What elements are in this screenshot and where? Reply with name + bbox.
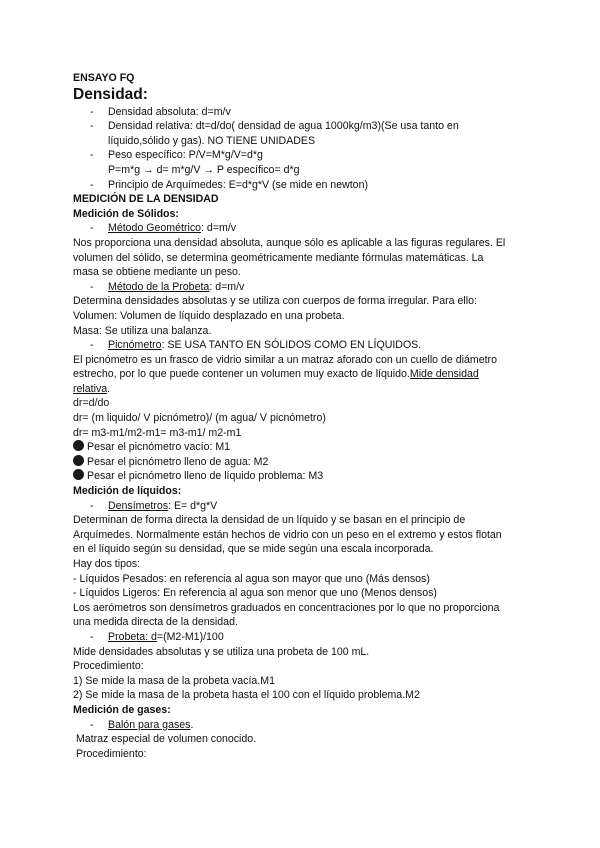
paragraph-line: Volumen: Volumen de líquido desplazado en una probeta.	[73, 309, 345, 322]
list-item-continuation: líquido,sólido y gas). NO TIENE UNIDADES	[108, 134, 316, 147]
bullet-step	[73, 469, 533, 484]
paragraph-line: Determina densidades absolutas y se utiliza con cuerpos de forma irregular. Para ello:	[73, 295, 477, 308]
paragraph-line	[73, 382, 533, 397]
paragraph-line: Nos proporciona una densidad absoluta, aunque sólo es aplicable a las figuras regulares. El	[73, 236, 506, 249]
bullet-dot-icon	[73, 469, 84, 480]
metodo-probeta-formula: : d=m/v	[209, 280, 245, 293]
paragraph-line: Procedimiento:	[73, 747, 147, 760]
balon-period: .	[190, 718, 194, 731]
paragraph-line: Masa: Se utiliza una balanza.	[73, 324, 212, 337]
paragraph-line: 1) Se mide la masa de la probeta vacía.M1	[73, 674, 275, 687]
bullet-step	[73, 455, 533, 470]
paragraph-line: masa se obtiene mediante un peso.	[73, 266, 241, 279]
list-item: - Densidad relativa: dt=d/do( densidad de agua 1000kg/m3)(Se usa tanto en	[73, 119, 533, 134]
list-item-balon	[73, 718, 533, 733]
paragraph-line: Arquímedes. Normalmente están hechos de vidrio con un peso en el extremo y estos flotan	[73, 528, 502, 541]
metodo-geometrico-label: Método Geométrico	[108, 222, 202, 235]
paragraph-line: Matraz especial de volumen conocido.	[73, 733, 257, 746]
list-item: - Peso específico: P/V=M*g/V=d*g	[73, 148, 533, 163]
paragraph-line: Determinan de forma directa la densidad de un líquido y se basan en el principio de	[73, 514, 466, 527]
document-header: ENSAYO FQ	[73, 72, 135, 84]
paragraph-line: una medida directa de la densidad.	[73, 616, 238, 629]
densimetros-formula: : E= d*g*V	[168, 499, 218, 512]
mide-densidad-link: Mide densidad	[409, 368, 479, 381]
subsection-title-liquidos: Medición de líquidos:	[73, 485, 182, 498]
paragraph-line: Los aerómetros son densímetros graduados en concentraciones por lo que no proporciona	[73, 601, 500, 614]
bullet-dot-icon	[73, 455, 84, 466]
paragraph-line	[73, 367, 533, 382]
balon-label: Balón para gases	[108, 718, 191, 731]
list-item: - Densidad absoluta: d=m/v	[73, 105, 533, 120]
step-text: Pesar el picnómetro lleno de agua: M2	[87, 455, 269, 468]
paragraph-line: - Líquidos Ligeros: En referencia al agua son menor que uno (Menos densos)	[73, 587, 437, 600]
list-item-picnometro	[73, 338, 533, 353]
list-item: - Principio de Arquímedes: E=d*g*V (se mide en newton)	[73, 178, 533, 193]
list-item-probeta	[73, 630, 533, 645]
relativa-link: relativa	[73, 382, 108, 395]
list-item-metodo-probeta	[73, 280, 533, 295]
list-item-densimetros	[73, 499, 533, 514]
step-text: Pesar el picnómetro lleno de líquido problema: M3	[87, 470, 324, 483]
formula-line: dr= (m liquido/ V picnómetro)/ (m agua/ V picnómetro)	[73, 412, 326, 425]
densimetros-label: Densímetros	[108, 499, 169, 512]
paragraph-line: Procedimiento:	[73, 660, 144, 673]
paragraph-line: 2) Se mide la masa de la probeta hasta el 100 con el líquido problema.M2	[73, 689, 420, 702]
list-item-metodo-geometrico	[73, 221, 533, 236]
metodo-probeta-label: Método de la Probeta	[108, 280, 210, 293]
probeta-label: Probeta: d	[108, 630, 157, 643]
section-title-medicion: MEDICIÓN DE LA DENSIDAD	[73, 193, 219, 206]
bullet-dot-icon	[73, 440, 84, 451]
section-title-densidad: Densidad:	[73, 85, 148, 103]
metodo-geometrico-formula: : d=m/v	[201, 222, 237, 235]
document-content	[73, 71, 533, 761]
paragraph-line: volumen del sólido, se determina geométricamente mediante fórmulas matemáticas. La	[73, 251, 484, 264]
list-item-continuation: P=m*g → d= m*g/V → P específico= d*g	[108, 163, 300, 176]
paragraph-line: Mide densidades absolutas y se utiliza una probeta de 100 mL.	[73, 645, 370, 658]
subsection-title-solidos: Medición de Sólidos:	[73, 207, 179, 220]
picnometro-label: Picnómetro	[108, 339, 162, 352]
paragraph-line: El picnómetro es un frasco de vidrio similar a un matraz aforado con un cuello de diámetro	[73, 353, 497, 366]
subsection-title-gases: Medición de gases:	[73, 703, 171, 716]
step-text: Pesar el picnómetro vacío: M1	[87, 441, 231, 454]
paragraph-text: estrecho, por lo que puede contener un volumen muy exacto de líquido.	[73, 368, 410, 381]
paragraph-line: en el líquido según su densidad, que se mide según una escala incorporada.	[73, 543, 434, 556]
paragraph-period: .	[107, 382, 111, 395]
formula-line: dr= m3-m1/m2-m1= m3-m1/ m2-m1	[73, 426, 242, 439]
paragraph-line: - Líquidos Pesados: en referencia al agua son mayor que uno (Más densos)	[73, 572, 430, 585]
formula-line: dr=d/do	[73, 397, 110, 410]
paragraph-line: Hay dos tipos:	[73, 558, 141, 570]
bullet-step	[73, 440, 533, 455]
probeta-formula: =(M2-M1)/100	[156, 630, 224, 643]
picnometro-rest: : SE USA TANTO EN SÓLIDOS COMO EN LÍQUIDOS.	[161, 339, 422, 352]
